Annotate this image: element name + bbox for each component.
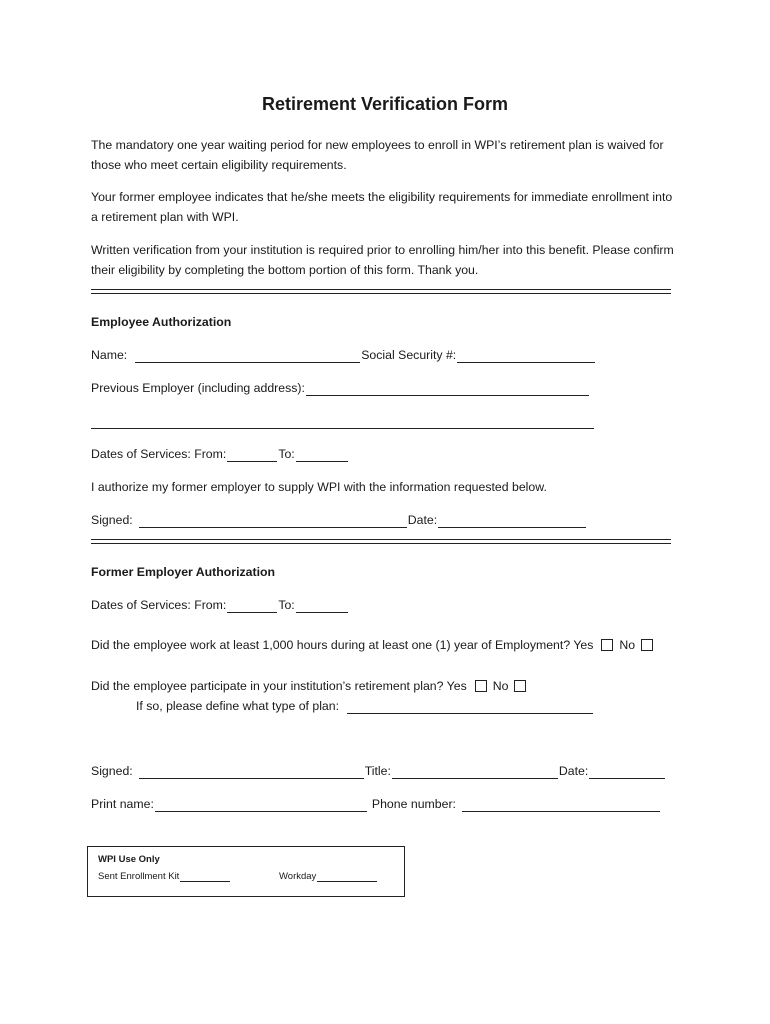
enrollment-kit-row	[98, 871, 231, 882]
phone-label: Phone number:	[371, 797, 456, 811]
dates-from-field[interactable]	[227, 448, 277, 462]
employer-date-field[interactable]	[589, 765, 665, 779]
employee-signature-field[interactable]	[139, 514, 407, 528]
dates-to-label: To:	[278, 447, 295, 461]
employer-dates-row	[91, 597, 349, 613]
no-label: No	[492, 679, 509, 693]
plan-type-row	[136, 698, 594, 714]
enrollment-kit-field[interactable]	[180, 871, 230, 882]
section-divider	[91, 289, 671, 294]
employee-authorization-heading: Employee Authorization	[91, 315, 232, 329]
dates-to-label: To:	[278, 598, 295, 612]
hours-yes-checkbox[interactable]	[601, 639, 613, 651]
wpi-use-only-box	[87, 846, 405, 897]
signed-label: Signed:	[91, 764, 133, 778]
hours-question-row	[91, 637, 659, 653]
print-name-field[interactable]	[155, 798, 367, 812]
dates-to-field[interactable]	[296, 448, 348, 462]
previous-employer-row	[91, 380, 590, 396]
plan-question: Did the employee participate in your institution’s retirement plan? Yes	[91, 679, 467, 693]
workday-row	[279, 871, 378, 882]
name-field[interactable]	[135, 349, 360, 363]
name-row	[91, 347, 596, 363]
dates-from-label: Dates of Services: From:	[91, 598, 227, 612]
section-divider	[91, 539, 671, 544]
employee-dates-row	[91, 446, 349, 462]
intro-paragraph-1: The mandatory one year waiting period for new employees to enroll in WPI’s retirement plan is waived for those who meet certain eligibility requirements.	[91, 138, 664, 172]
former-employer-authorization-heading: Former Employer Authorization	[91, 565, 276, 579]
phone-field[interactable]	[462, 798, 660, 812]
print-name-row	[91, 796, 661, 812]
signed-label: Signed:	[91, 513, 133, 527]
hours-question: Did the employee work at least 1,000 hours during at least one (1) year of Employment? Yes	[91, 638, 594, 652]
ssn-field[interactable]	[457, 349, 595, 363]
previous-employer-label: Previous Employer (including address):	[91, 381, 305, 395]
employee-date-field[interactable]	[438, 514, 586, 528]
plan-type-field[interactable]	[347, 700, 593, 714]
plan-type-label: If so, please define what type of plan:	[136, 699, 340, 713]
employer-dates-to-field[interactable]	[296, 599, 348, 613]
plan-yes-checkbox[interactable]	[475, 680, 487, 692]
intro-paragraph-3: Written verification from your institution is required prior to enrolling him/her into this benefit. Please confirm their eligibility by completing the bottom portion of this form. Thank you.	[91, 243, 674, 277]
workday-field[interactable]	[317, 871, 377, 882]
no-label: No	[619, 638, 636, 652]
workday-label: Workday	[279, 871, 317, 882]
employer-title-field[interactable]	[392, 765, 558, 779]
name-label: Name:	[91, 348, 128, 362]
print-name-label: Print name:	[91, 797, 154, 811]
employer-signed-row	[91, 763, 666, 779]
employee-signed-row	[91, 512, 587, 528]
previous-employer-address-field[interactable]	[91, 427, 594, 429]
date-label: Date:	[407, 513, 438, 527]
date-label: Date:	[558, 764, 589, 778]
employer-signature-field[interactable]	[139, 765, 364, 779]
ssn-label: Social Security #:	[361, 348, 457, 362]
plan-question-row	[91, 678, 532, 694]
form-title: Retirement Verification Form	[261, 94, 509, 114]
dates-from-label: Dates of Services: From:	[91, 447, 227, 461]
wpi-use-only-heading: WPI Use Only	[98, 854, 160, 865]
hours-no-checkbox[interactable]	[641, 639, 653, 651]
employer-dates-from-field[interactable]	[227, 599, 277, 613]
plan-no-checkbox[interactable]	[514, 680, 526, 692]
enrollment-kit-label: Sent Enrollment Kit	[98, 871, 180, 882]
intro-paragraph-2: Your former employee indicates that he/she meets the eligibility requirements for immediate enrollment into a retirement plan with WPI.	[91, 190, 673, 224]
title-label: Title:	[364, 764, 391, 778]
authorize-statement: I authorize my former employer to supply WPI with the information requested below.	[91, 480, 547, 494]
previous-employer-field[interactable]	[306, 382, 589, 396]
